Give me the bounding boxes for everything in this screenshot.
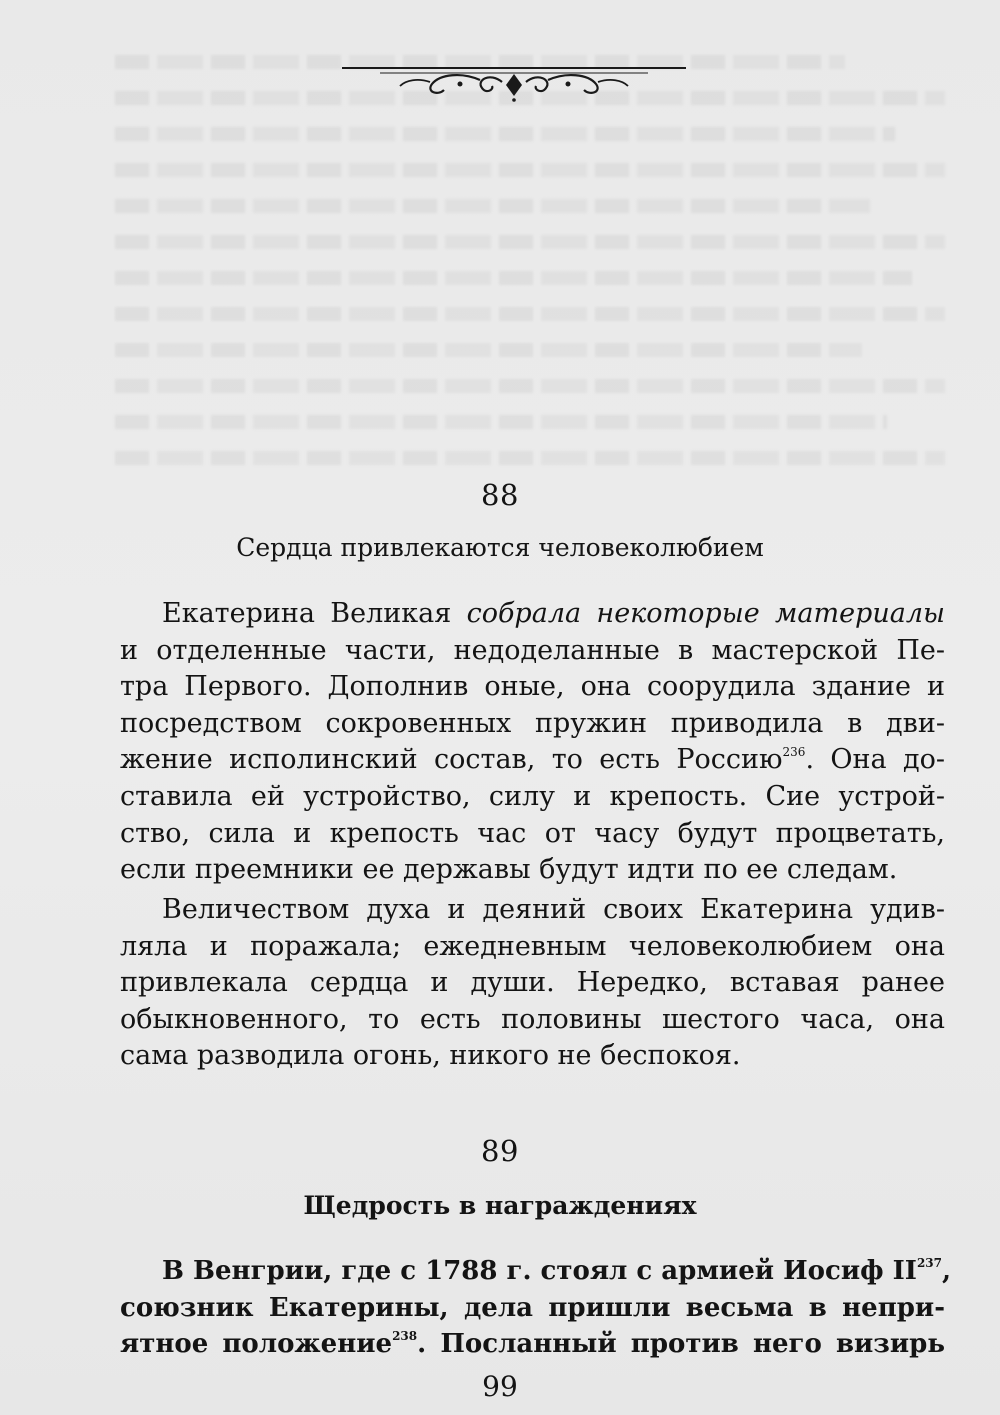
text-run: жение исполинский состав, то есть Россию <box>120 744 783 776</box>
text-line: сама разводила огонь, никого не беспокоя. <box>120 1040 741 1072</box>
text-line <box>120 1326 945 1363</box>
page-number: 99 <box>482 1370 518 1403</box>
text-line: ство, сила и крепость час от часу будут процветать, <box>120 817 945 849</box>
text-line: привлекала сердца и души. Нередко, вставая ранее <box>120 967 945 999</box>
footnote-ref-237: 237 <box>916 1256 942 1270</box>
paragraph-88-1 <box>120 596 945 889</box>
text-line: обыкновенного, то есть половины шестого часа, она <box>120 1003 945 1035</box>
paragraph-88-2 <box>120 892 945 1075</box>
chapter-title-88: Сердца привлекаются человеколюбием <box>236 533 764 562</box>
text-line: союзник Екатерины, дела пришли весьма в непри- <box>120 1292 945 1323</box>
text-line: тра Первого. Дополнив оные, она соорудила здание и <box>120 671 945 703</box>
text-line <box>120 1253 952 1290</box>
text-run: В Венгрии, где с 1788 г. стоял с армией Иосиф II <box>162 1256 917 1286</box>
text-line: ставила ей устройство, силу и крепость. Сие устрой- <box>120 780 945 812</box>
footnote-ref-238: 238 <box>392 1329 418 1344</box>
text-line: если преемники ее державы будут идти по ее следам. <box>120 854 898 886</box>
text-run: Екатерина Великая <box>162 598 467 629</box>
paragraph-89-1 <box>120 1253 952 1363</box>
text-line <box>120 742 945 779</box>
text-line: посредством сокровенных пружин приводила в дви- <box>120 707 945 739</box>
text-run: , <box>942 1256 952 1286</box>
chapter-title-89: Щедрость в награждениях <box>303 1191 697 1220</box>
italic-text-run: собрала некоторые материалы <box>466 598 945 629</box>
text-run: . Посланный против него визирь <box>417 1329 945 1360</box>
decorative-ornament <box>340 58 688 104</box>
chapter-number-88: 88 <box>481 478 519 512</box>
text-run: ятное положение <box>120 1329 393 1360</box>
footnote-ref-236: 236 <box>782 745 806 760</box>
text-line: Величеством духа и деяний своих Екатерина удив- <box>162 894 945 925</box>
text-line <box>120 596 945 633</box>
text-line: и отделенные части, недоделанные в мастерской Пе- <box>120 634 945 666</box>
text-run: . Она до- <box>805 744 945 776</box>
bleed-through-text <box>115 55 945 487</box>
text-line: ляла и поражала; ежедневным человеколюбием она <box>120 930 945 962</box>
chapter-number-89: 89 <box>481 1134 519 1168</box>
